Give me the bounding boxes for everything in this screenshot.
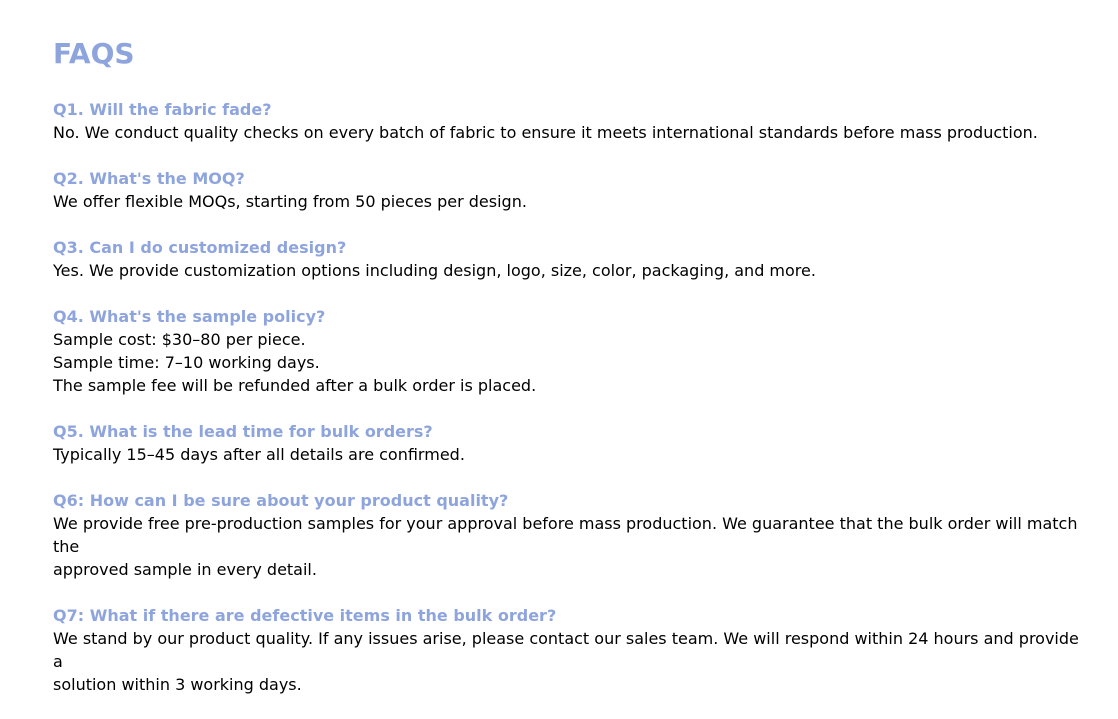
faq-answer-line: Sample time: 7–10 working days.: [53, 353, 320, 372]
faq-question: Q4. What's the sample policy?: [53, 307, 326, 326]
faq-question: Q7: What if there are defective items in the bulk order?: [53, 606, 557, 625]
faq-item-5: [53, 420, 1083, 466]
faq-answer-line: We stand by our product quality. If any issues arise, please contact our sales team. We will respond within 24 hours and provide a: [53, 629, 1079, 671]
faq-answer-line: Typically 15–45 days after all details are confirmed.: [53, 445, 465, 464]
faq-question: Q6: How can I be sure about your product quality?: [53, 491, 509, 510]
faq-page: [53, 36, 1083, 719]
faq-question: Q1. Will the fabric fade?: [53, 100, 272, 119]
faq-item-6: [53, 489, 1083, 581]
faq-answer-line: Yes. We provide customization options including design, logo, size, color, packaging, and more.: [53, 261, 816, 280]
faq-question: Q5. What is the lead time for bulk orders?: [53, 422, 433, 441]
page-title: FAQS: [53, 37, 135, 70]
faq-item-1: [53, 98, 1083, 144]
faq-answer-line: We provide free pre-production samples for your approval before mass production. We guarantee that the bulk order will match the: [53, 514, 1078, 556]
faq-question: Q2. What's the MOQ?: [53, 169, 245, 188]
faq-item-3: [53, 236, 1083, 282]
faq-answer-line: approved sample in every detail.: [53, 560, 317, 579]
faq-list: [53, 98, 1083, 696]
faq-answer-line: Sample cost: $30–80 per piece.: [53, 330, 306, 349]
faq-answer-line: solution within 3 working days.: [53, 675, 302, 694]
faq-item-2: [53, 167, 1083, 213]
faq-answer-line: The sample fee will be refunded after a bulk order is placed.: [53, 376, 537, 395]
faq-answer-line: We offer flexible MOQs, starting from 50 pieces per design.: [53, 192, 527, 211]
faq-item-7: [53, 604, 1083, 696]
faq-answer-line: No. We conduct quality checks on every batch of fabric to ensure it meets international standards before mass production.: [53, 123, 1038, 142]
faq-question: Q3. Can I do customized design?: [53, 238, 347, 257]
faq-item-4: [53, 305, 1083, 397]
